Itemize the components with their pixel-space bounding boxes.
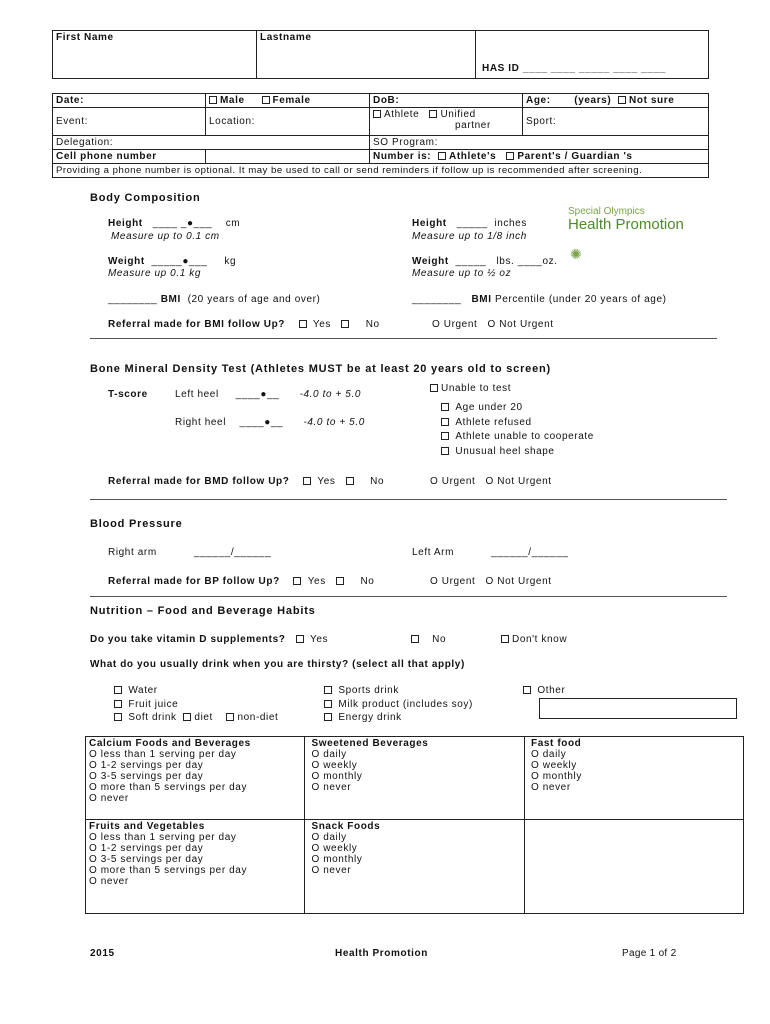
fastfood-option[interactable]: O weekly (530, 760, 577, 771)
bp-no-checkbox[interactable] (336, 577, 344, 585)
delegation-field[interactable] (53, 136, 370, 150)
drink-soft (114, 712, 278, 723)
fruits-option[interactable]: O less than 1 serving per day (89, 832, 237, 843)
right-heel-range: -4.0 to + 5.0 (303, 417, 365, 428)
age-field[interactable] (523, 94, 709, 108)
weight-lb-row (412, 256, 558, 267)
calcium-option[interactable]: O never (89, 793, 129, 804)
kg-unit: kg (224, 256, 237, 267)
vitd-yes-label: Yes (309, 634, 329, 645)
bmd-no-label: No (370, 476, 385, 487)
phone-note-text: Providing a phone number is optional. It may be used to call or send reminders if follow up is recommended after screening. (56, 165, 643, 176)
last-name-field[interactable] (257, 31, 476, 79)
bp-referral-row (108, 576, 374, 587)
nutrition-title: Nutrition – Food and Beverage Habits (90, 605, 316, 617)
logo (568, 206, 684, 262)
athletes-phone-label: Athlete's (449, 151, 497, 162)
divider-bmd (90, 499, 727, 500)
vitd-no-row (411, 634, 446, 645)
cell-label: Cell phone number (56, 151, 157, 162)
reason-1 (441, 402, 523, 413)
bmd-title: Bone Mineral Density Test (Athletes MUST be at least 20 years old to screen) (90, 363, 551, 375)
sweetened-cell (305, 737, 525, 820)
reason-3-label: Athlete unable to cooperate (455, 431, 594, 442)
bmi-referral-label: Referral made for BMI follow Up? (108, 319, 285, 330)
other-label: Other (537, 685, 566, 696)
diet-label: diet (194, 712, 213, 723)
height-cm-label: Height (108, 218, 143, 229)
fastfood-option[interactable]: O monthly (530, 771, 582, 782)
vitd-yes-checkbox[interactable] (296, 635, 304, 643)
energy-drink-label: Energy drink (338, 712, 402, 723)
reason-2 (441, 417, 532, 428)
unable-checkbox[interactable] (430, 384, 438, 392)
bmd-yes-checkbox[interactable] (303, 477, 311, 485)
drink-sports (324, 685, 399, 696)
vitd-dontknow-row (501, 634, 567, 645)
cell-label-cell (53, 150, 206, 164)
reason-3 (441, 431, 594, 442)
parents-phone-checkbox[interactable] (506, 152, 514, 160)
left-heel-label: Left heel (175, 389, 219, 400)
fruits-option[interactable]: O 1-2 servings per day (89, 843, 204, 854)
bmi-percentile-row (412, 294, 667, 305)
fastfood-title: Fast food (530, 738, 582, 749)
bmd-no-checkbox[interactable] (346, 477, 354, 485)
bmi-note: (20 years of age and over) (187, 294, 321, 305)
footer-year: 2015 (90, 948, 115, 959)
bmi-not-urgent-radio[interactable]: O Not Urgent (487, 319, 554, 330)
fruits-cell (86, 820, 305, 914)
athletes-phone-checkbox[interactable] (438, 152, 446, 160)
athlete-checkbox[interactable] (373, 110, 381, 118)
snack-cell (305, 820, 525, 914)
weight-lb-input[interactable]: _____ (455, 256, 487, 267)
calcium-option[interactable]: O more than 5 servings per day (89, 782, 248, 793)
bmd-urgent-radio[interactable]: O Urgent (430, 476, 476, 487)
right-arm-row (108, 547, 271, 558)
drink-fruit-juice (114, 699, 178, 710)
left-heel-row (175, 389, 361, 400)
weight-kg-row (108, 256, 236, 267)
reason-1-checkbox[interactable] (441, 403, 449, 411)
fruits-option[interactable]: O never (89, 876, 129, 887)
bmi-input[interactable]: ________ (108, 294, 158, 305)
event-field[interactable] (53, 108, 206, 136)
vitd-row (90, 634, 328, 645)
height-cm-note: Measure up to 0.1 cm (111, 231, 220, 242)
drink-milk (324, 699, 473, 710)
reason-2-label: Athlete refused (455, 417, 532, 428)
cm-unit: cm (225, 218, 241, 229)
parents-phone-label: Parent's / Guardian 's (517, 151, 633, 162)
soft-drink-label: Soft drink (128, 712, 177, 723)
has-id-label: HAS ID ____ ____ _____ ____ ____ (482, 63, 666, 74)
right-arm-label: Right arm (108, 547, 157, 558)
right-heel-label: Right heel (175, 417, 227, 428)
soft-drink-checkbox[interactable] (114, 713, 122, 721)
delegation-label: Delegation: (56, 137, 114, 148)
calcium-title: Calcium Foods and Beverages (89, 738, 251, 749)
non-diet-checkbox[interactable] (226, 713, 234, 721)
logo-small-text: Special Olympics (568, 206, 645, 217)
left-heel-input[interactable]: ____●__ (235, 389, 280, 400)
snack-option[interactable]: O weekly (311, 843, 358, 854)
snack-option[interactable]: O daily (311, 832, 347, 843)
date-field[interactable] (53, 94, 206, 108)
empty-cell (524, 820, 743, 914)
date-label: Date: (56, 95, 85, 106)
bp-not-urgent-radio[interactable]: O Not Urgent (485, 576, 552, 587)
left-heel-range: -4.0 to + 5.0 (299, 389, 362, 400)
fastfood-cell (524, 737, 743, 820)
reason-4 (441, 446, 555, 457)
height-in-label: Height (412, 218, 447, 229)
calcium-option[interactable]: O less than 1 serving per day (89, 749, 237, 760)
lbs-oz-unit: lbs. ____oz. (496, 256, 558, 267)
fruits-option[interactable]: O more than 5 servings per day (89, 865, 248, 876)
has-id-field[interactable] (476, 31, 709, 79)
left-arm-input[interactable]: ______/______ (491, 547, 569, 558)
location-label: Location: (209, 116, 255, 127)
calcium-cell (86, 737, 305, 820)
first-name-field[interactable] (53, 31, 257, 79)
right-arm-input[interactable]: ______/______ (193, 547, 272, 558)
drink-question: What do you usually drink when you are thirsty? (select all that apply) (90, 659, 465, 670)
reason-4-label: Unusual heel shape (455, 446, 555, 457)
unified-checkbox[interactable] (429, 110, 437, 118)
bmi-label: BMI (160, 294, 181, 305)
bmi-referral-row (108, 319, 380, 330)
age-label: Age: (526, 95, 551, 106)
snack-option[interactable]: O monthly (311, 854, 363, 865)
divider-body-comp (90, 338, 717, 339)
cell-input[interactable] (206, 150, 370, 164)
reason-1-label: Age under 20 (455, 402, 523, 413)
logo-big-text: Health Promotion (568, 216, 684, 233)
header-table (52, 30, 709, 79)
number-is-field (370, 150, 709, 164)
fruit-juice-checkbox[interactable] (114, 700, 122, 708)
bp-yes-label: Yes (307, 576, 326, 587)
reason-3-checkbox[interactable] (441, 432, 449, 440)
bmd-not-urgent-radio[interactable]: O Not Urgent (485, 476, 552, 487)
fruit-juice-label: Fruit juice (128, 699, 179, 710)
vitd-no-checkbox[interactable] (411, 635, 419, 643)
bp-referral-label: Referral made for BP follow Up? (108, 576, 280, 587)
male-label: Male (220, 95, 245, 106)
bp-title: Blood Pressure (90, 518, 183, 530)
height-in-row (412, 218, 527, 229)
athlete-label: Athlete (384, 109, 420, 120)
footer-center: Health Promotion (335, 948, 428, 959)
bp-urgent-radio[interactable]: O Urgent (430, 576, 476, 587)
bmd-urgency-row (430, 476, 552, 487)
divider-bp (90, 596, 727, 597)
event-label: Event: (56, 116, 88, 127)
bmi-yes-checkbox[interactable] (299, 320, 307, 328)
left-arm-row (412, 547, 569, 558)
not-sure-checkbox[interactable] (618, 96, 626, 104)
so-program-field[interactable] (370, 136, 709, 150)
bmi-no-label: No (365, 319, 380, 330)
right-heel-row (175, 417, 365, 428)
milk-label: Milk product (includes soy) (338, 699, 473, 710)
bp-yes-checkbox[interactable] (293, 577, 301, 585)
vitd-dontknow-label: Don't know (512, 634, 568, 645)
male-checkbox[interactable] (209, 96, 217, 104)
left-arm-label: Left Arm (412, 547, 455, 558)
height-in-note: Measure up to 1/8 inch (412, 231, 527, 242)
female-label: Female (272, 95, 311, 106)
tscore-label: T-score (108, 389, 148, 400)
sports-drink-label: Sports drink (338, 685, 399, 696)
bp-urgency-row (430, 576, 552, 587)
sweetened-option[interactable]: O weekly (311, 760, 358, 771)
bmi-percentile-note: Percentile (under 20 years of age) (494, 294, 667, 305)
unified-label: Unified (440, 109, 476, 120)
weight-lb-note: Measure up to ½ oz (412, 268, 512, 279)
milk-checkbox[interactable] (324, 700, 332, 708)
weight-lb-label: Weight (412, 256, 449, 267)
vitd-dontknow-checkbox[interactable] (501, 635, 509, 643)
bmi-yes-label: Yes (312, 319, 332, 330)
unable-row (430, 383, 511, 394)
inches-unit: inches (494, 218, 527, 229)
water-label: Water (128, 685, 158, 696)
food-table (85, 736, 744, 914)
height-cm-row (108, 218, 240, 229)
snack-option[interactable]: O never (311, 865, 352, 876)
weight-kg-input[interactable]: _____●___ (151, 256, 208, 267)
female-checkbox[interactable] (262, 96, 270, 104)
first-name-label: First Name (56, 32, 114, 43)
bmi-percentile-input[interactable]: ________ (412, 294, 462, 305)
fastfood-option[interactable]: O daily (530, 749, 567, 760)
drink-energy (324, 712, 402, 723)
energy-drink-checkbox[interactable] (324, 713, 332, 721)
bmi-urgent-radio[interactable]: O Urgent (432, 319, 478, 330)
dob-field[interactable] (370, 94, 523, 108)
unable-label: Unable to test (441, 383, 512, 394)
bmd-referral-row (108, 476, 384, 487)
non-diet-label: non-diet (237, 712, 279, 723)
right-heel-input[interactable]: ____●__ (239, 417, 284, 428)
vitd-no-label: No (432, 634, 447, 645)
dob-label: DoB: (373, 95, 400, 106)
bp-no-label: No (360, 576, 375, 587)
other-checkbox[interactable] (523, 686, 531, 694)
last-name-label: Lastname (260, 32, 312, 43)
so-program-label: SO Program: (373, 137, 438, 148)
drink-water (114, 685, 158, 696)
sport-field[interactable] (523, 108, 709, 136)
calcium-option[interactable]: O 1-2 servings per day (89, 760, 204, 771)
bmd-yes-label: Yes (317, 476, 336, 487)
sweetened-option[interactable]: O never (311, 782, 352, 793)
number-is-label: Number is: (373, 151, 432, 162)
weight-kg-label: Weight (108, 256, 145, 267)
height-cm-input[interactable]: ____ _●___ (152, 218, 213, 229)
body-comp-title: Body Composition (90, 192, 201, 204)
drink-other (523, 685, 565, 696)
height-in-input[interactable]: _____ (456, 218, 488, 229)
fastfood-option[interactable]: O never (530, 782, 571, 793)
sports-drink-checkbox[interactable] (324, 686, 332, 694)
bmd-referral-label: Referral made for BMD follow Up? (108, 476, 290, 487)
info-table (52, 93, 709, 178)
sweetened-title: Sweetened Beverages (311, 738, 429, 749)
role-field (370, 108, 523, 136)
years-label: (years) (574, 95, 612, 106)
bmi-urgency-row (432, 319, 554, 330)
bmi-row (108, 294, 320, 305)
logo-figure-icon: ✺ (570, 246, 583, 262)
bmi-no-checkbox[interactable] (341, 320, 349, 328)
sweetened-option[interactable]: O daily (311, 749, 347, 760)
fruits-title: Fruits and Vegetables (89, 821, 205, 832)
diet-checkbox[interactable] (183, 713, 191, 721)
phone-note (53, 164, 709, 178)
fruits-option[interactable]: O 3-5 servings per day (89, 854, 204, 865)
reason-4-checkbox[interactable] (441, 447, 449, 455)
snack-title: Snack Foods (311, 821, 381, 832)
bmi-percentile-label: BMI (471, 294, 492, 305)
other-drink-input[interactable] (539, 698, 737, 719)
sport-label: Sport: (526, 116, 557, 127)
water-checkbox[interactable] (114, 686, 122, 694)
not-sure-label: Not sure (629, 95, 675, 106)
partner-label: partner (455, 120, 491, 131)
reason-2-checkbox[interactable] (441, 418, 449, 426)
sweetened-option[interactable]: O monthly (311, 771, 363, 782)
location-field[interactable] (206, 108, 370, 136)
sex-field (206, 94, 370, 108)
calcium-option[interactable]: O 3-5 servings per day (89, 771, 204, 782)
vitd-question: Do you take vitamin D supplements? (90, 634, 286, 645)
weight-kg-note: Measure up 0.1 kg (108, 268, 202, 279)
footer-page: Page 1 of 2 (622, 948, 677, 959)
